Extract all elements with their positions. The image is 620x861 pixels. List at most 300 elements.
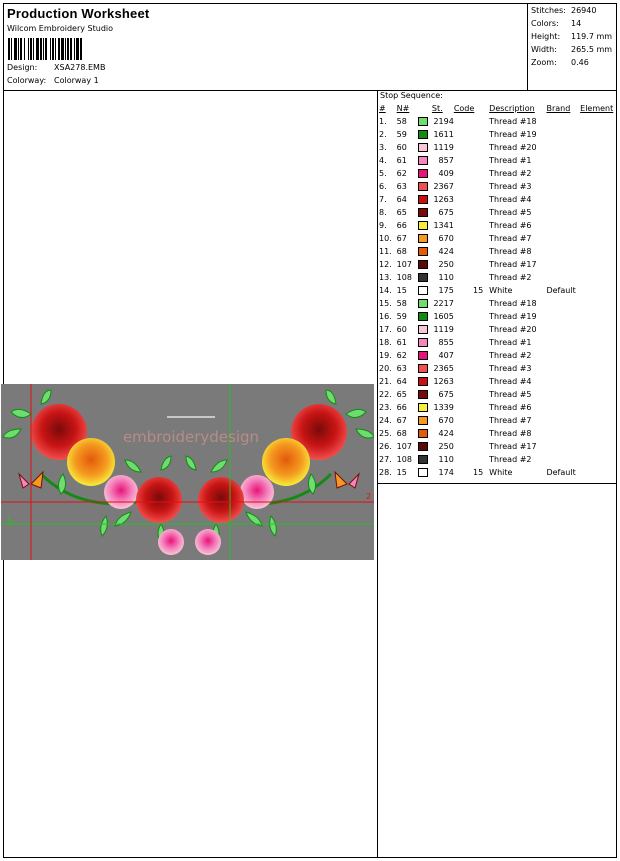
row-code bbox=[454, 440, 483, 453]
stat-zoom bbox=[531, 58, 589, 67]
stat-stitches bbox=[531, 6, 597, 15]
row-brand bbox=[546, 232, 580, 245]
colorway-label: Colorway: bbox=[7, 76, 47, 85]
row-code bbox=[454, 336, 483, 349]
row-brand bbox=[546, 128, 580, 141]
row-stitches: 1119 bbox=[433, 325, 454, 334]
row-code bbox=[454, 258, 483, 271]
row-code bbox=[454, 323, 483, 336]
row-stitches: 2217 bbox=[433, 299, 454, 308]
row-description: Thread #5 bbox=[489, 208, 532, 217]
table-row bbox=[379, 310, 616, 323]
row-element bbox=[580, 232, 616, 245]
row-stitches: 1339 bbox=[433, 403, 454, 412]
row-swatch bbox=[418, 297, 432, 310]
row-swatch bbox=[418, 362, 432, 375]
row-description: Thread #2 bbox=[489, 455, 532, 464]
stop-sequence-panel bbox=[378, 91, 616, 484]
row-needle: 62 bbox=[396, 169, 407, 178]
row-description: Thread #18 bbox=[489, 299, 537, 308]
row-brand bbox=[546, 297, 580, 310]
row-brand bbox=[546, 258, 580, 271]
row-description: Thread #3 bbox=[489, 364, 532, 373]
row-code bbox=[454, 375, 483, 388]
row-element bbox=[580, 271, 616, 284]
row-description: Thread #4 bbox=[489, 377, 532, 386]
embroidery-design-preview bbox=[1, 384, 374, 560]
color-swatch bbox=[418, 403, 428, 412]
row-needle: 65 bbox=[396, 390, 407, 399]
color-swatch bbox=[418, 299, 428, 308]
row-brand bbox=[546, 219, 580, 232]
row-code bbox=[454, 349, 483, 362]
row-description: Thread #17 bbox=[489, 442, 537, 451]
row-number: 14. bbox=[379, 286, 392, 295]
table-row bbox=[379, 388, 616, 401]
worksheet-header bbox=[4, 4, 616, 91]
table-row bbox=[379, 271, 616, 284]
col-code: Code bbox=[453, 104, 475, 113]
row-element bbox=[580, 154, 616, 167]
row-stitches: 407 bbox=[438, 351, 454, 360]
col-element: Element bbox=[580, 104, 614, 113]
row-description: Thread #1 bbox=[489, 338, 532, 347]
row-code bbox=[454, 310, 483, 323]
table-row bbox=[379, 336, 616, 349]
row-element bbox=[580, 323, 616, 336]
row-description: Thread #5 bbox=[489, 390, 532, 399]
row-brand bbox=[546, 245, 580, 258]
row-number: 5. bbox=[379, 169, 387, 178]
row-number: 24. bbox=[379, 416, 392, 425]
row-element bbox=[580, 375, 616, 388]
row-needle: 58 bbox=[396, 299, 407, 308]
color-swatch bbox=[418, 455, 428, 464]
row-swatch bbox=[418, 453, 432, 466]
row-brand bbox=[546, 167, 580, 180]
row-code bbox=[454, 193, 483, 206]
row-needle: 63 bbox=[396, 182, 407, 191]
row-brand bbox=[546, 375, 580, 388]
design-filename: XSA278.EMB bbox=[54, 63, 106, 72]
row-code bbox=[454, 362, 483, 375]
row-description: White bbox=[489, 286, 513, 295]
table-row bbox=[379, 206, 616, 219]
row-description: Thread #2 bbox=[489, 273, 532, 282]
row-number: 6. bbox=[379, 182, 387, 191]
row-stitches: 424 bbox=[438, 247, 454, 256]
row-description: Thread #8 bbox=[489, 429, 532, 438]
row-brand bbox=[546, 180, 580, 193]
row-brand bbox=[546, 440, 580, 453]
row-description: Thread #2 bbox=[489, 351, 532, 360]
row-stitches: 1605 bbox=[433, 312, 454, 321]
row-needle: 107 bbox=[396, 260, 412, 269]
stat-label: Height: bbox=[531, 32, 561, 41]
row-stitches: 1119 bbox=[433, 143, 454, 152]
row-number: 15. bbox=[379, 299, 392, 308]
row-number: 27. bbox=[379, 455, 392, 464]
table-row bbox=[379, 232, 616, 245]
design-label: Design: bbox=[7, 63, 38, 72]
row-element bbox=[580, 466, 616, 479]
row-brand bbox=[546, 141, 580, 154]
table-row bbox=[379, 128, 616, 141]
color-swatch bbox=[418, 156, 428, 165]
row-description: Thread #8 bbox=[489, 247, 532, 256]
row-stitches: 855 bbox=[438, 338, 454, 347]
row-description: White bbox=[489, 468, 513, 477]
table-row bbox=[379, 258, 616, 271]
row-needle: 60 bbox=[396, 143, 407, 152]
color-swatch bbox=[418, 325, 428, 334]
row-number: 10. bbox=[379, 234, 392, 243]
design-preview-pane bbox=[4, 91, 378, 857]
row-description: Thread #18 bbox=[489, 117, 537, 126]
table-row bbox=[379, 375, 616, 388]
table-row bbox=[379, 323, 616, 336]
row-brand bbox=[546, 271, 580, 284]
row-needle: 59 bbox=[396, 312, 407, 321]
row-description: Thread #17 bbox=[489, 260, 537, 269]
color-swatch bbox=[418, 247, 428, 256]
row-element bbox=[580, 362, 616, 375]
row-stitches: 2365 bbox=[433, 364, 454, 373]
table-header-row bbox=[379, 102, 616, 115]
row-code bbox=[454, 414, 483, 427]
table-row bbox=[379, 115, 616, 128]
row-description: Thread #6 bbox=[489, 403, 532, 412]
row-number: 4. bbox=[379, 156, 387, 165]
row-number: 21. bbox=[379, 377, 392, 386]
stat-label: Width: bbox=[531, 45, 557, 54]
row-code bbox=[454, 167, 483, 180]
row-number: 18. bbox=[379, 338, 392, 347]
row-swatch bbox=[418, 271, 432, 284]
row-element bbox=[580, 414, 616, 427]
row-needle: 65 bbox=[396, 208, 407, 217]
row-code bbox=[454, 180, 483, 193]
row-number: 26. bbox=[379, 442, 392, 451]
row-needle: 68 bbox=[396, 429, 407, 438]
row-stitches: 675 bbox=[438, 208, 454, 217]
row-brand bbox=[546, 362, 580, 375]
row-number: 8. bbox=[379, 208, 387, 217]
color-swatch bbox=[418, 169, 428, 178]
row-code bbox=[454, 154, 483, 167]
table-row bbox=[379, 141, 616, 154]
table-row bbox=[379, 362, 616, 375]
software-name: Wilcom Embroidery Studio bbox=[7, 24, 114, 33]
row-needle: 63 bbox=[396, 364, 407, 373]
table-row bbox=[379, 297, 616, 310]
table-row bbox=[379, 284, 616, 297]
row-code bbox=[454, 245, 483, 258]
color-swatch bbox=[418, 208, 428, 217]
row-code bbox=[454, 206, 483, 219]
row-brand bbox=[546, 193, 580, 206]
row-element bbox=[580, 453, 616, 466]
row-stitches: 670 bbox=[438, 234, 454, 243]
color-swatch bbox=[418, 273, 428, 282]
row-needle: 67 bbox=[396, 234, 407, 243]
colorway-value: Colorway 1 bbox=[54, 76, 99, 85]
col-description: Description bbox=[489, 104, 535, 113]
row-number: 9. bbox=[379, 221, 387, 230]
row-stitches: 1263 bbox=[433, 377, 454, 386]
row-code: 15 bbox=[472, 468, 484, 477]
row-description: Thread #19 bbox=[489, 312, 537, 321]
color-swatch bbox=[418, 416, 428, 425]
col-number: # bbox=[379, 104, 386, 113]
color-swatch bbox=[418, 429, 428, 438]
row-swatch bbox=[418, 154, 432, 167]
color-swatch bbox=[418, 390, 428, 399]
stat-colors bbox=[531, 19, 582, 28]
row-number: 13. bbox=[379, 273, 392, 282]
table-row bbox=[379, 414, 616, 427]
worksheet-frame bbox=[3, 3, 617, 858]
color-swatch bbox=[418, 260, 428, 269]
floral-embroidery-design bbox=[1, 384, 374, 560]
row-swatch bbox=[418, 193, 432, 206]
row-stitches: 250 bbox=[438, 442, 454, 451]
row-element bbox=[580, 427, 616, 440]
row-needle: 59 bbox=[396, 130, 407, 139]
row-stitches: 1341 bbox=[433, 221, 454, 230]
row-swatch bbox=[418, 375, 432, 388]
row-needle: 68 bbox=[396, 247, 407, 256]
row-brand bbox=[546, 115, 580, 128]
stat-value: 119.7 mm bbox=[571, 32, 613, 41]
table-row bbox=[379, 427, 616, 440]
marker-label: 2 bbox=[366, 492, 372, 501]
row-needle: 64 bbox=[396, 377, 407, 386]
row-stitches: 1611 bbox=[433, 130, 454, 139]
row-swatch bbox=[418, 466, 432, 479]
row-description: Thread #20 bbox=[489, 325, 537, 334]
row-swatch bbox=[418, 310, 432, 323]
row-description: Thread #7 bbox=[489, 234, 532, 243]
row-number: 3. bbox=[379, 143, 387, 152]
row-stitches: 110 bbox=[438, 455, 454, 464]
row-swatch bbox=[418, 180, 432, 193]
row-element bbox=[580, 180, 616, 193]
stop-sequence-table bbox=[379, 102, 616, 479]
row-swatch bbox=[418, 440, 432, 453]
color-swatch bbox=[418, 195, 428, 204]
row-description: Thread #19 bbox=[489, 130, 537, 139]
row-element bbox=[580, 206, 616, 219]
row-brand bbox=[546, 336, 580, 349]
row-number: 11. bbox=[379, 247, 392, 256]
row-description: Thread #7 bbox=[489, 416, 532, 425]
row-description: Thread #6 bbox=[489, 221, 532, 230]
row-description: Thread #2 bbox=[489, 169, 532, 178]
row-element bbox=[580, 141, 616, 154]
color-swatch bbox=[418, 364, 428, 373]
row-element bbox=[580, 219, 616, 232]
table-row bbox=[379, 440, 616, 453]
row-brand bbox=[546, 323, 580, 336]
row-code bbox=[454, 388, 483, 401]
row-element bbox=[580, 284, 616, 297]
watermark-text: embroiderydesign bbox=[122, 428, 260, 446]
row-number: 25. bbox=[379, 429, 392, 438]
color-swatch bbox=[418, 338, 428, 347]
row-swatch bbox=[418, 258, 432, 271]
table-row bbox=[379, 245, 616, 258]
row-element bbox=[580, 297, 616, 310]
color-swatch bbox=[418, 468, 428, 477]
stat-value: 265.5 mm bbox=[571, 45, 613, 54]
row-needle: 67 bbox=[396, 416, 407, 425]
color-swatch bbox=[418, 286, 428, 295]
color-swatch bbox=[418, 442, 428, 451]
row-brand bbox=[546, 310, 580, 323]
row-needle: 62 bbox=[396, 351, 407, 360]
row-code bbox=[454, 297, 483, 310]
row-swatch bbox=[418, 115, 432, 128]
row-swatch bbox=[418, 245, 432, 258]
color-swatch bbox=[418, 143, 428, 152]
color-swatch bbox=[418, 351, 428, 360]
row-brand bbox=[546, 154, 580, 167]
row-swatch bbox=[418, 401, 432, 414]
row-swatch bbox=[418, 323, 432, 336]
row-description: Thread #1 bbox=[489, 156, 532, 165]
table-row bbox=[379, 219, 616, 232]
row-brand bbox=[546, 427, 580, 440]
stats-box bbox=[527, 4, 617, 90]
barcode bbox=[8, 38, 130, 60]
row-swatch bbox=[418, 414, 432, 427]
row-stitches: 675 bbox=[438, 390, 454, 399]
table-row bbox=[379, 154, 616, 167]
row-swatch bbox=[418, 128, 432, 141]
col-brand: Brand bbox=[546, 104, 571, 113]
table-row bbox=[379, 180, 616, 193]
row-brand bbox=[546, 453, 580, 466]
row-needle: 66 bbox=[396, 403, 407, 412]
butterfly-right bbox=[335, 472, 359, 488]
row-swatch bbox=[418, 388, 432, 401]
row-stitches: 250 bbox=[438, 260, 454, 269]
row-stitches: 409 bbox=[438, 169, 454, 178]
row-number: 20. bbox=[379, 364, 392, 373]
color-swatch bbox=[418, 130, 428, 139]
row-needle: 58 bbox=[396, 117, 407, 126]
row-stitches: 2367 bbox=[433, 182, 454, 191]
row-brand bbox=[546, 206, 580, 219]
stat-value: 26940 bbox=[571, 6, 597, 15]
row-swatch bbox=[418, 167, 432, 180]
row-code bbox=[454, 141, 483, 154]
row-stitches: 174 bbox=[438, 468, 454, 477]
color-swatch bbox=[418, 221, 428, 230]
stat-label: Stitches: bbox=[531, 6, 566, 15]
col-swatch bbox=[418, 102, 432, 115]
row-brand: Default bbox=[546, 468, 576, 477]
row-number: 22. bbox=[379, 390, 392, 399]
row-needle: 108 bbox=[396, 273, 412, 282]
table-row bbox=[379, 193, 616, 206]
row-number: 28. bbox=[379, 468, 392, 477]
table-row bbox=[379, 349, 616, 362]
row-swatch bbox=[418, 349, 432, 362]
row-description: Thread #3 bbox=[489, 182, 532, 191]
row-number: 7. bbox=[379, 195, 387, 204]
row-needle: 15 bbox=[396, 468, 407, 477]
row-code bbox=[454, 115, 483, 128]
row-code bbox=[454, 128, 483, 141]
row-brand bbox=[546, 414, 580, 427]
row-swatch bbox=[418, 336, 432, 349]
row-needle: 64 bbox=[396, 195, 407, 204]
row-number: 2. bbox=[379, 130, 387, 139]
row-description: Thread #4 bbox=[489, 195, 532, 204]
row-needle: 61 bbox=[396, 156, 407, 165]
stop-sequence-title: Stop Sequence: bbox=[380, 91, 443, 100]
stat-value: 0.46 bbox=[571, 58, 589, 67]
row-element bbox=[580, 167, 616, 180]
row-code bbox=[454, 401, 483, 414]
row-element bbox=[580, 310, 616, 323]
row-code bbox=[454, 453, 483, 466]
row-number: 17. bbox=[379, 325, 392, 334]
row-stitches: 2194 bbox=[433, 117, 454, 126]
row-code bbox=[454, 232, 483, 245]
color-swatch bbox=[418, 312, 428, 321]
row-brand: Default bbox=[546, 286, 576, 295]
col-stitches: St. bbox=[431, 104, 443, 113]
row-stitches: 110 bbox=[438, 273, 454, 282]
row-swatch bbox=[418, 232, 432, 245]
row-brand bbox=[546, 349, 580, 362]
row-swatch bbox=[418, 206, 432, 219]
row-needle: 61 bbox=[396, 338, 407, 347]
row-needle: 15 bbox=[396, 286, 407, 295]
row-brand bbox=[546, 388, 580, 401]
row-element bbox=[580, 388, 616, 401]
row-element bbox=[580, 336, 616, 349]
row-code bbox=[454, 427, 483, 440]
row-stitches: 175 bbox=[438, 286, 454, 295]
stop-sequence-rows bbox=[379, 115, 616, 479]
col-needle: N# bbox=[396, 104, 410, 113]
row-brand bbox=[546, 401, 580, 414]
row-element bbox=[580, 349, 616, 362]
table-row bbox=[379, 401, 616, 414]
table-row bbox=[379, 167, 616, 180]
row-code: 15 bbox=[472, 286, 484, 295]
row-number: 12. bbox=[379, 260, 392, 269]
color-swatch bbox=[418, 117, 428, 126]
row-stitches: 1263 bbox=[433, 195, 454, 204]
stat-width bbox=[531, 45, 613, 54]
row-stitches: 424 bbox=[438, 429, 454, 438]
row-element bbox=[580, 193, 616, 206]
row-number: 19. bbox=[379, 351, 392, 360]
color-swatch bbox=[418, 182, 428, 191]
row-element bbox=[580, 440, 616, 453]
row-swatch bbox=[418, 219, 432, 232]
row-needle: 66 bbox=[396, 221, 407, 230]
row-element bbox=[580, 245, 616, 258]
stat-label: Zoom: bbox=[531, 58, 557, 67]
row-swatch bbox=[418, 284, 432, 297]
row-number: 16. bbox=[379, 312, 392, 321]
